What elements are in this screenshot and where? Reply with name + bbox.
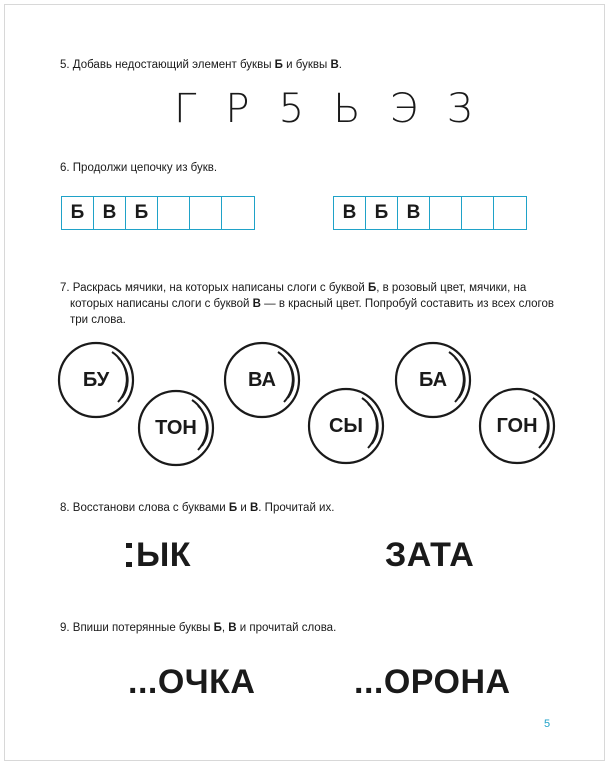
fragment-5: Э (389, 86, 418, 132)
task-5-instruction: 5. Добавь недостающий элемент буквы Б и буквы В. (60, 59, 342, 71)
letter-fragments-row (174, 86, 472, 132)
chain2-cell[interactable] (462, 197, 494, 229)
chain2-cell[interactable] (430, 197, 462, 229)
damaged-word-2: ЗАТА (385, 536, 475, 574)
task-7-instruction-line-1: 7. Раскрась мячики, на которых написаны слоги с буквой Б, в розовый цвет, мячики, на (60, 282, 527, 294)
fragment-6: З (446, 86, 473, 132)
chain1-cell[interactable] (190, 197, 222, 229)
ball-syllable: СЫ (328, 414, 364, 437)
task-7-instruction-line-2: которых написаны слоги с буквой В — в красный цвет. Попробуй составить из всех слогов (70, 298, 555, 310)
fragment-2: Р (225, 86, 250, 132)
letter-chain-1 (61, 196, 255, 230)
ball-syllable: БА (418, 368, 448, 391)
ball[interactable] (477, 386, 557, 466)
task-6-instruction: 6. Продолжи цепочку из букв. (60, 162, 218, 174)
ball-syllable: ТОН (155, 416, 197, 439)
fragment-1: Г (174, 86, 197, 132)
page-number: 5 (544, 718, 551, 730)
ball-syllable: ВА (248, 368, 276, 391)
ball[interactable] (56, 340, 136, 420)
fragment-4: Ь (333, 86, 361, 132)
ball[interactable] (306, 386, 386, 466)
ball-syllable: БУ (82, 368, 110, 391)
damaged-word-1: ЫК (126, 536, 191, 575)
fragment-3: 5 (278, 86, 305, 132)
missing-stroke-icon (126, 543, 132, 567)
letter-chain-2 (333, 196, 527, 230)
chain1-cell[interactable] (158, 197, 190, 229)
task-8-instruction: 8. Восстанови слова с буквами Б и В. Прочитай их. (60, 502, 335, 514)
chain1-cell[interactable]: Б (62, 197, 94, 229)
ball[interactable] (136, 388, 216, 468)
task-9-instruction: 9. Впиши потерянные буквы Б, В и прочитай слова. (60, 622, 337, 634)
chain2-cell[interactable] (494, 197, 526, 229)
incomplete-word-1: ...ОЧКА (128, 663, 256, 701)
chain2-cell[interactable]: В (334, 197, 366, 229)
ball-syllable: ГОН (496, 414, 538, 437)
ball[interactable] (222, 340, 302, 420)
ball[interactable] (393, 340, 473, 420)
chain1-cell[interactable]: В (94, 197, 126, 229)
chain2-cell[interactable]: В (398, 197, 430, 229)
chain1-cell[interactable] (222, 197, 254, 229)
incomplete-word-2: ...ОРОНА (354, 663, 511, 701)
chain2-cell[interactable]: Б (366, 197, 398, 229)
task-7-instruction-line-3: три слова. (70, 314, 126, 326)
chain1-cell[interactable]: Б (126, 197, 158, 229)
